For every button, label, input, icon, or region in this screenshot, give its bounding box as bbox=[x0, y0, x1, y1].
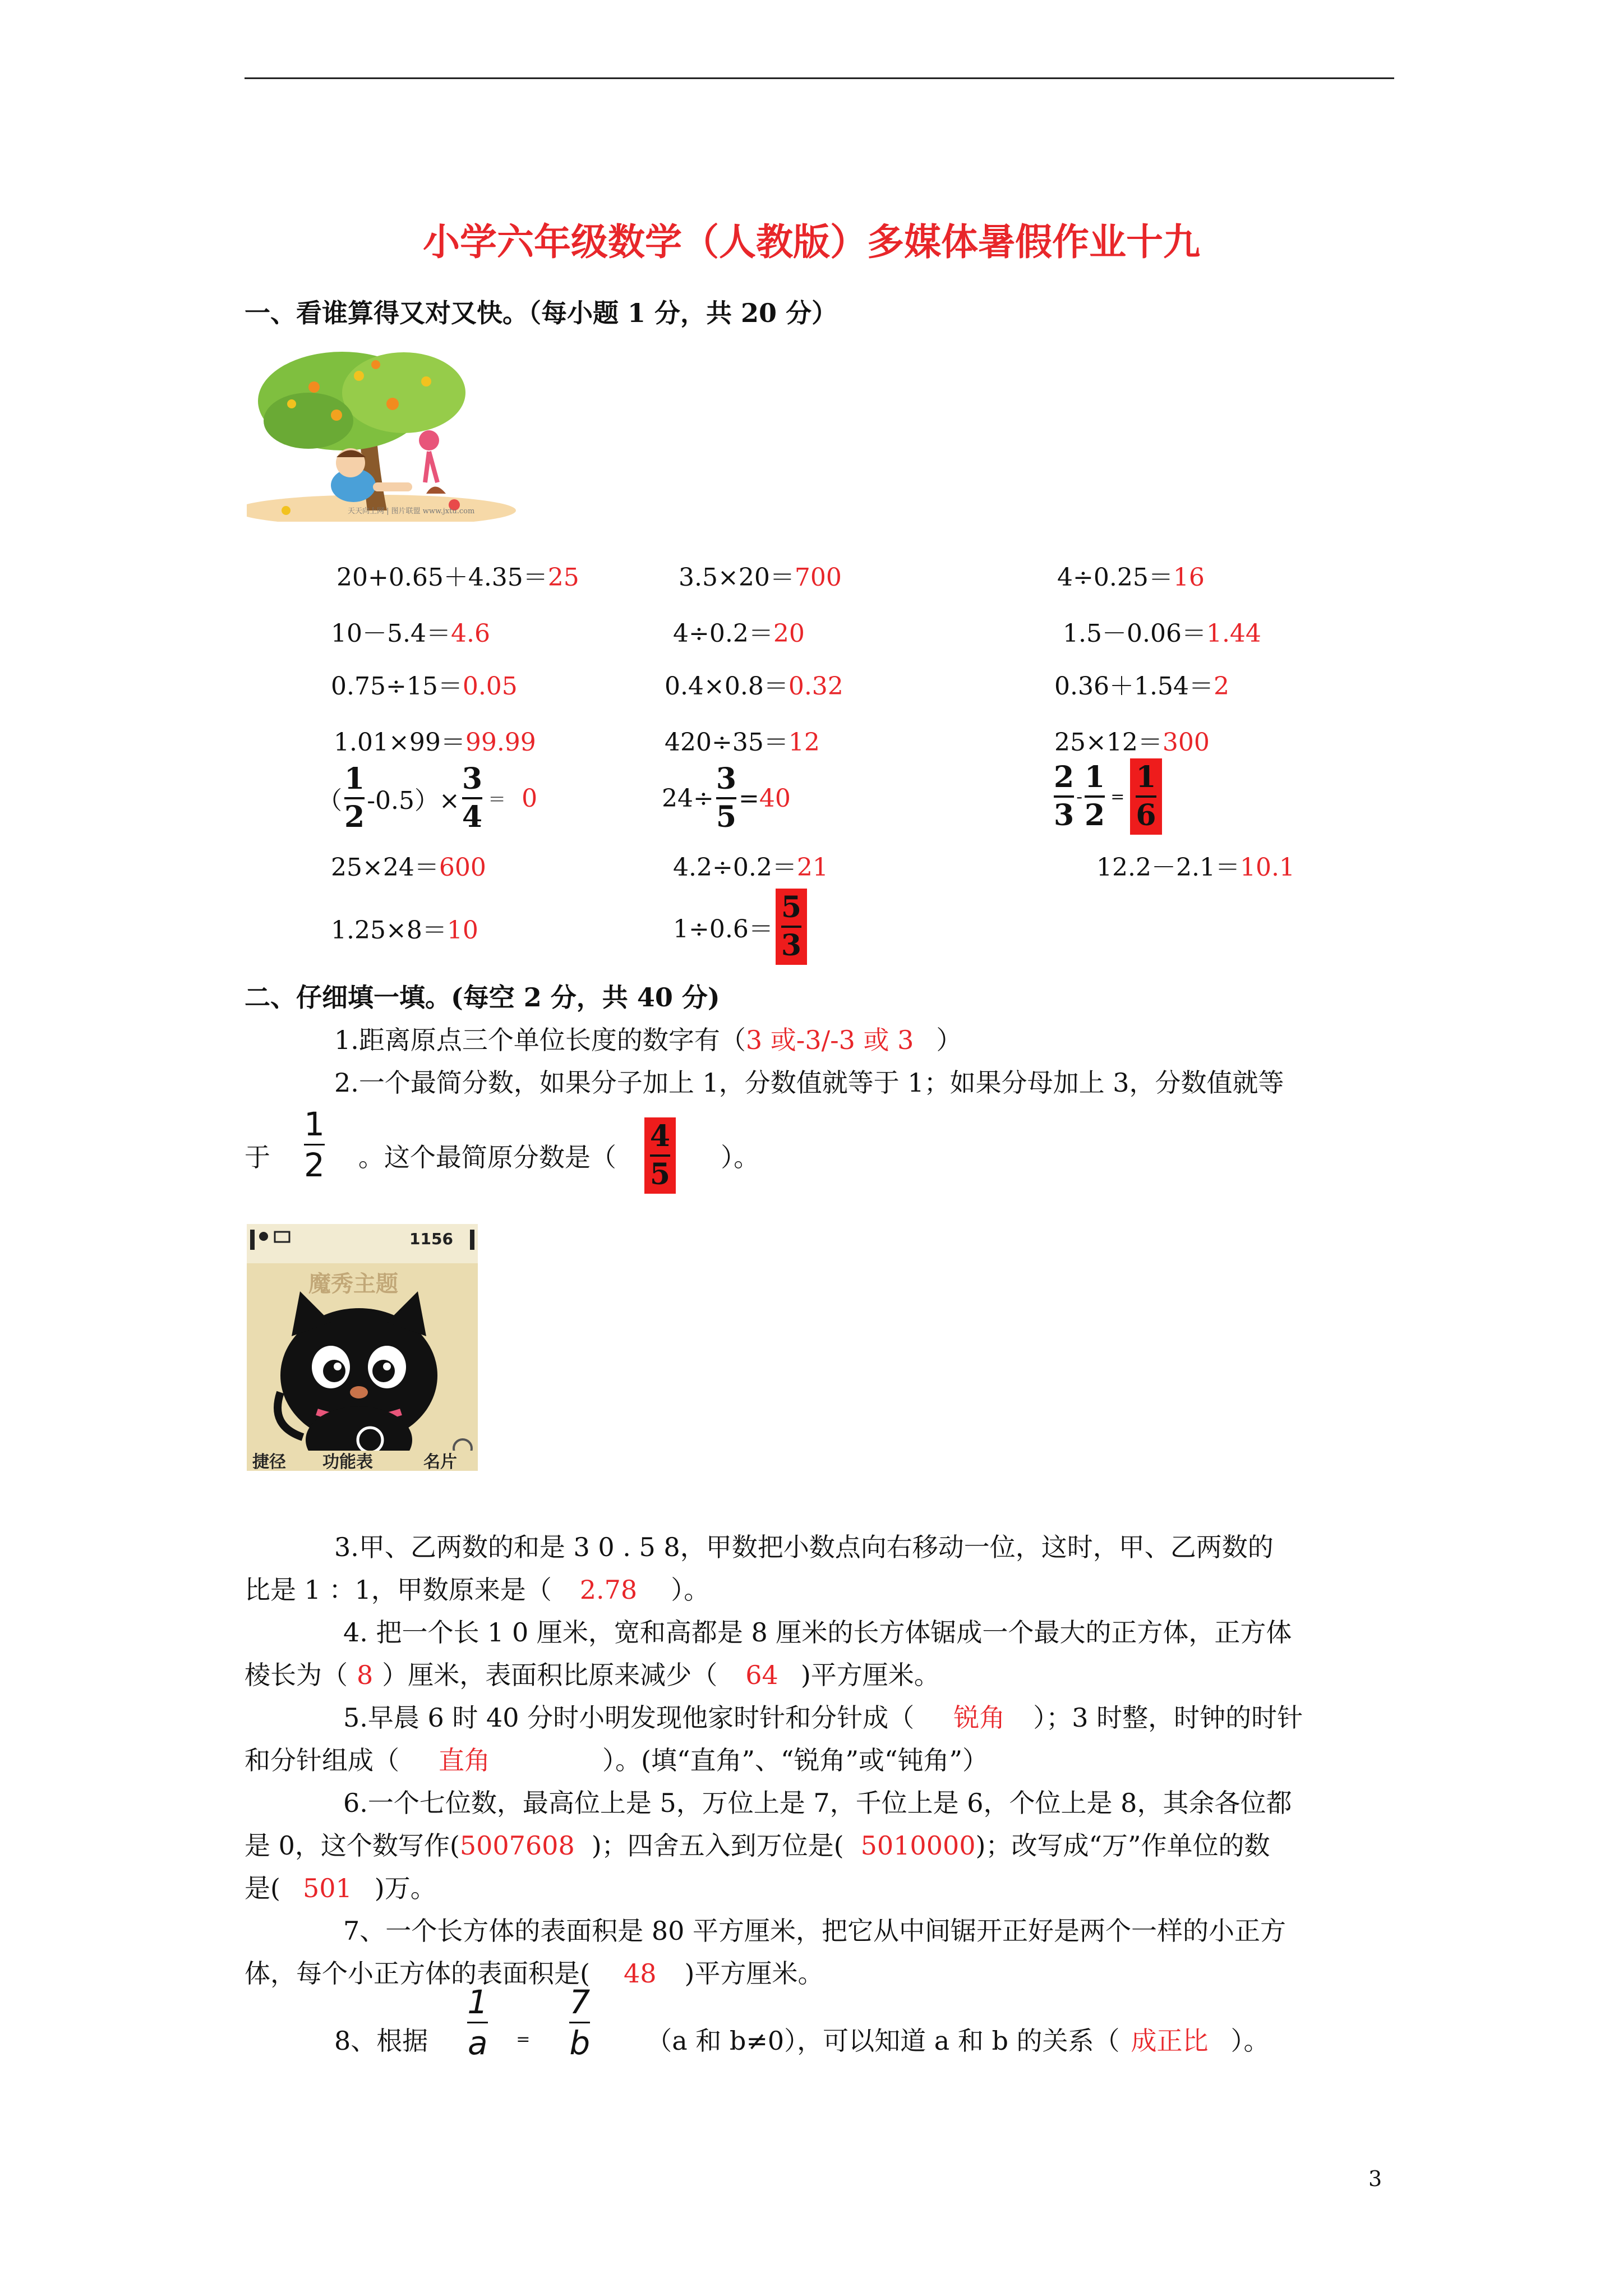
fraction: $\frac{3}{4}$ bbox=[462, 762, 483, 834]
answer: 锐角 bbox=[953, 1703, 1006, 1733]
question-3-line2: 比是 1 ：1，甲数原来是（ 2.78 ）。 bbox=[245, 1575, 710, 1605]
calc-item: 0.4×0.8＝0.32 bbox=[665, 672, 843, 701]
answer: 2.78 bbox=[579, 1575, 638, 1605]
answer: 300 bbox=[1162, 728, 1210, 757]
question-4-line1: 4. 把一个长 1 0 厘米，宽和高都是 8 厘米的长方体锯成一个最大的正方体，正方体 bbox=[343, 1617, 1292, 1648]
phone-menu-shortcut: 捷径 bbox=[252, 1452, 286, 1471]
calc-item: 4÷0.25＝16 bbox=[1057, 563, 1205, 592]
answer: 12 bbox=[788, 728, 820, 757]
answer: 25 bbox=[547, 563, 579, 592]
calc-item: 1.01×99＝99.99 bbox=[334, 728, 536, 757]
question-6-line2: 是 0，这个数写作(5007608 )；四舍五入到万位是( 5010000)；改写成“万”作单位的数 bbox=[245, 1830, 1270, 1861]
answer: 64 bbox=[745, 1660, 778, 1690]
header-rule bbox=[245, 77, 1394, 79]
answer: 8 bbox=[357, 1660, 374, 1690]
question-5-line2: 和分针组成（ 直角 ）。(填“直角”、“锐角”或“钝角”） bbox=[245, 1745, 989, 1775]
calc-item: 0.36＋1.54＝2 bbox=[1054, 672, 1229, 701]
fraction: $\frac{1}{a}$ bbox=[467, 1982, 488, 2062]
answer: 48 bbox=[623, 1958, 657, 1989]
calc-item: 4.2÷0.2＝21 bbox=[673, 853, 828, 882]
calc-item-fraction: $\frac{2}{3}$ - $\frac{1}{2}$ = $\frac{1}{6}$ bbox=[1052, 752, 1164, 841]
calc-item: 4÷0.2＝20 bbox=[673, 619, 805, 648]
question-2-line1: 2.一个最简分数，如果分子加上 1，分数值就等于 1；如果分母加上 3，分数值就等 bbox=[334, 1068, 1284, 1098]
calc-item: 25×24＝600 bbox=[331, 853, 486, 882]
answer: 20 bbox=[773, 619, 805, 648]
answer-fraction-highlight: $\frac{5}{3}$ bbox=[776, 889, 807, 965]
answer: 10 bbox=[446, 916, 478, 945]
phone-menu-functions: 功能表 bbox=[322, 1452, 373, 1471]
calc-item: 420÷35＝12 bbox=[665, 728, 820, 757]
answer: 21 bbox=[796, 853, 828, 882]
fraction: $\frac{2}{3}$ bbox=[1054, 760, 1075, 832]
fraction: $\frac{1}{2}$ bbox=[304, 1105, 325, 1184]
answer: 99.99 bbox=[465, 728, 536, 757]
question-3-line1: 3.甲、乙两数的和是 3 0 . 5 8，甲数把小数点向右移动一位，这时，甲、乙两数的 bbox=[334, 1532, 1274, 1562]
answer-fraction-highlight: $\frac{1}{6}$ bbox=[1130, 758, 1161, 835]
answer: 4.6 bbox=[450, 619, 490, 648]
question-5-line1: 5.早晨 6 时 40 分时小明发现他家时针和分针成（ 锐角 ）；3 时整，时钟的时针 bbox=[343, 1703, 1303, 1733]
answer: 0.05 bbox=[462, 672, 518, 701]
image-caption: 天天向上网 | 图片联盟 www.jxtu.com bbox=[348, 507, 475, 516]
page-title: 小学六年级数学（人教版）多媒体暑假作业十九 bbox=[423, 220, 1200, 264]
phone-time: 1156 bbox=[409, 1230, 453, 1248]
section2-heading: 二、仔细填一填。(每空 2 分，共 40 分) bbox=[245, 982, 720, 1013]
tree-illustration bbox=[247, 342, 527, 522]
calc-item-fraction: （ $\frac{1}{2}$ -0.5）× $\frac{3}{4}$ ＝ 0 bbox=[317, 762, 538, 834]
question-7-line1: 7、一个长方体的表面积是 80 平方厘米，把它从中间锯开正好是两个一样的小正方 bbox=[343, 1916, 1287, 1946]
answer: 2 bbox=[1213, 672, 1229, 701]
answer: 3 或-3/-3 或 3 bbox=[745, 1025, 914, 1055]
fraction: $\frac{3}{5}$ bbox=[716, 762, 737, 834]
answer: 40 bbox=[759, 784, 791, 813]
answer: 5007608 bbox=[459, 1830, 575, 1861]
fraction: $\frac{1}{2}$ bbox=[1085, 760, 1105, 832]
calc-item-fraction: 24÷ $\frac{3}{5}$ = 40 bbox=[662, 762, 791, 834]
answer: 0 bbox=[522, 784, 538, 813]
section1-heading: 一、看谁算得又对又快。（每小题 1 分，共 20 分） bbox=[245, 298, 838, 328]
calc-item: 12.2－2.1＝10.1 bbox=[1096, 853, 1295, 882]
answer: 1.44 bbox=[1206, 619, 1261, 648]
fraction: $\frac{7}{b}$ bbox=[569, 1982, 591, 2062]
answer: 0.32 bbox=[788, 672, 843, 701]
answer: 600 bbox=[439, 853, 486, 882]
answer: 直角 bbox=[439, 1745, 490, 1775]
phone-screenshot-cat bbox=[247, 1224, 478, 1471]
answer-fraction-highlight: $\frac{4}{5}$ bbox=[644, 1117, 676, 1194]
calc-item: 1.25×8＝10 bbox=[331, 916, 478, 945]
calc-item: 1.5－0.06＝1.44 bbox=[1063, 619, 1261, 648]
question-7-line2: 体，每个小正方体的表面积是( 48 )平方厘米。 bbox=[245, 1958, 824, 1989]
question-6-line1: 6.一个七位数，最高位上是 5，万位上是 7，千位上是 6，个位上是 8，其余各位都 bbox=[343, 1788, 1292, 1818]
question-8: 8、根据 $\frac{1}{a}$ = $\frac{7}{b}$ （a 和 b≠0），可以知道 a 和 b 的关系（ 成正比 ）。 bbox=[334, 1982, 1270, 2062]
answer: 5010000 bbox=[860, 1830, 976, 1861]
page-number: 3 bbox=[1368, 2166, 1382, 2191]
answer: 成正比 bbox=[1131, 2026, 1209, 2056]
question-4-line2: 棱长为（ 8 ）厘米，表面积比原来减少（ 64 )平方厘米。 bbox=[245, 1660, 940, 1690]
question-6-line3: 是( 501 )万。 bbox=[245, 1873, 436, 1903]
answer: 16 bbox=[1173, 563, 1205, 592]
phone-theme: 魔秀主题 bbox=[308, 1271, 398, 1297]
question-2-line2: 于 $\frac{1}{2}$ 。这个最简原分数是（ $\frac{4}{5}$ ）。 bbox=[245, 1099, 759, 1212]
calc-item: 25×12＝300 bbox=[1054, 728, 1210, 757]
calc-item: 3.5×20＝700 bbox=[679, 563, 842, 592]
answer: 700 bbox=[794, 563, 842, 592]
fraction: $\frac{1}{2}$ bbox=[344, 762, 365, 834]
calc-item: 10－5.4＝4.6 bbox=[331, 619, 490, 648]
phone-menu-contacts: 名片 bbox=[423, 1452, 457, 1471]
answer: 10.1 bbox=[1239, 853, 1295, 882]
calc-item: 20+0.65＋4.35＝25 bbox=[336, 563, 579, 592]
question-1: 1.距离原点三个单位长度的数字有（3 或-3/-3 或 3 ） bbox=[334, 1025, 962, 1055]
calc-item-fraction: 1÷0.6＝ $\frac{5}{3}$ bbox=[673, 882, 809, 972]
answer: 501 bbox=[302, 1873, 352, 1903]
calc-item: 0.75÷15＝0.05 bbox=[331, 672, 518, 701]
